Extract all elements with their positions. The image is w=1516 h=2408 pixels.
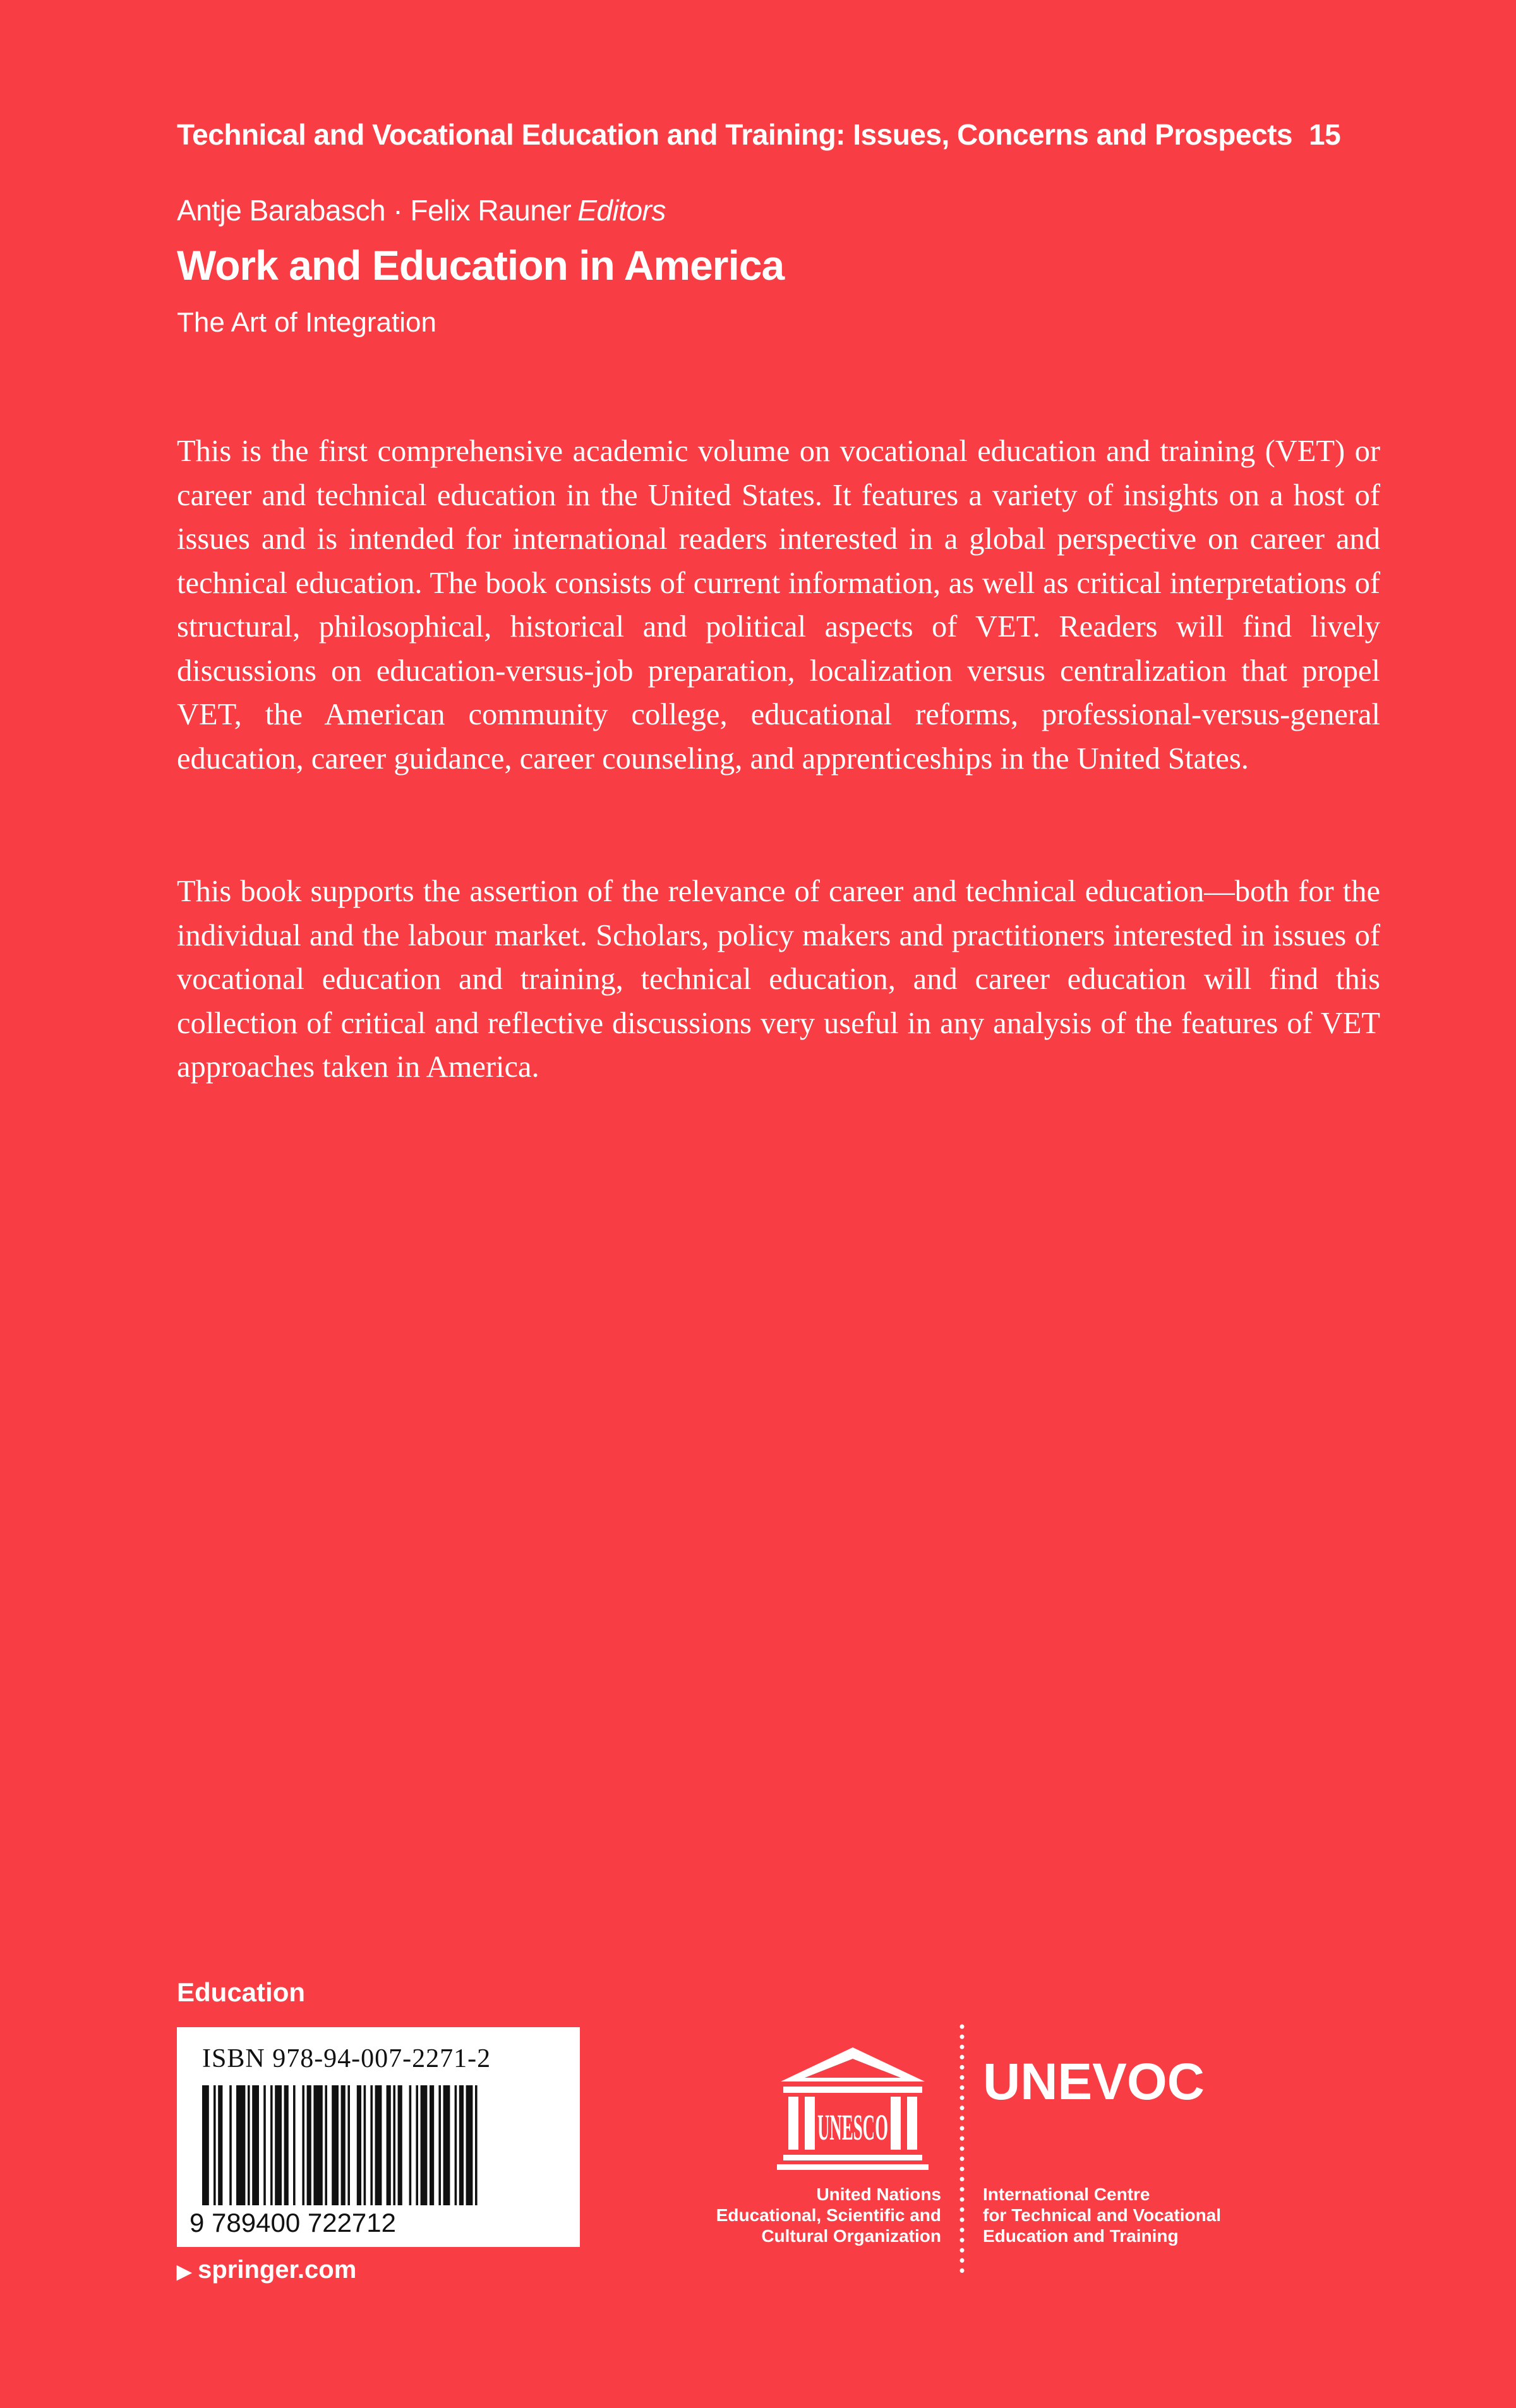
unesco-name <box>670 2184 941 2246</box>
barcode-bar <box>214 2085 216 2205</box>
isbn-barcode <box>177 2027 580 2247</box>
unesco-name-line: Cultural Organization <box>761 2226 941 2246</box>
barcode-bar <box>398 2085 402 2205</box>
barcode-bar <box>416 2085 418 2205</box>
barcode-bar <box>270 2085 273 2205</box>
barcode-bar <box>248 2085 250 2205</box>
barcode-bar <box>421 2085 428 2205</box>
unesco-name-line: United Nations <box>816 2184 941 2204</box>
barcode-bar <box>466 2085 473 2205</box>
book-title: Work and Education in America <box>177 242 785 289</box>
barcode-bar <box>325 2085 327 2205</box>
barcode-bar <box>393 2085 395 2205</box>
barcode-bar <box>307 2085 311 2205</box>
barcode-bars <box>202 2085 556 2205</box>
barcode-digits: 9 789400 722712 <box>190 2208 396 2237</box>
book-subtitle: The Art of Integration <box>177 307 436 338</box>
barcode-bar <box>347 2085 350 2205</box>
barcode-bar <box>387 2085 391 2205</box>
website-link[interactable]: springer.com <box>198 2256 357 2284</box>
series-name: Technical and Vocational Education and Training: Issues, Concerns and Prospects <box>177 118 1292 151</box>
barcode-bar <box>229 2085 232 2205</box>
barcode-bar <box>443 2085 450 2205</box>
barcode-bar <box>236 2085 245 2205</box>
barcode-bar <box>459 2085 464 2205</box>
barcode-bar <box>218 2085 222 2205</box>
unesco-logo-text: UNESCO <box>817 2107 888 2148</box>
series-title <box>177 117 1340 152</box>
unesco-temple-logo <box>777 2045 929 2174</box>
barcode-bar <box>430 2085 434 2205</box>
barcode-bar <box>275 2085 282 2205</box>
unevoc-description-line: International Centre <box>983 2184 1150 2204</box>
arrow-right-icon: ▶ <box>177 2261 192 2282</box>
barcode-bar <box>284 2085 289 2205</box>
subject-category: Education <box>177 1977 306 2007</box>
barcode-bar <box>293 2085 296 2205</box>
blurb-paragraph-1: This is the first comprehensive academic volume on vocational education and training (VET) or career and technical education in the United States. It features a variety of insights on a host of issues and is intended for international readers interested in a global perspective on career and technical education. The book consists of current information, as well as critical interpretations of structural, philosophical, historical and political aspects of VET. Readers will find lively discussions on education-versus-job preparation, localization versus centralization that propel VET, the American community college, educational reforms, professional-versus-general education, career guidance, career counseling, and apprenticeships in the United States. <box>177 434 1380 776</box>
unevoc-wordmark: UNEVOC <box>983 2053 1205 2111</box>
editors-line <box>177 193 666 227</box>
unesco-name-line: Educational, Scientific and <box>716 2205 941 2225</box>
barcode-bar <box>364 2085 366 2205</box>
barcode-bar <box>263 2085 266 2205</box>
series-volume-number: 15 <box>1308 118 1341 151</box>
unevoc-description <box>983 2184 1311 2246</box>
barcode-bar <box>252 2085 259 2205</box>
barcode-bar <box>409 2085 412 2205</box>
barcode-bar <box>357 2085 361 2205</box>
barcode-bar <box>332 2085 339 2205</box>
barcode-bar <box>455 2085 457 2205</box>
publisher-website[interactable] <box>177 2256 356 2284</box>
barcode-bar <box>341 2085 346 2205</box>
barcode-bar <box>302 2085 304 2205</box>
editor-names: Antje Barabasch · Felix Rauner <box>177 194 572 227</box>
editors-role: Editors <box>577 194 666 227</box>
unevoc-description-line: for Technical and Vocational <box>983 2205 1222 2225</box>
barcode-bar <box>370 2085 373 2205</box>
barcode-bar <box>438 2085 441 2205</box>
barcode-bar <box>313 2085 322 2205</box>
barcode-bar <box>202 2085 209 2205</box>
barcode-bar <box>475 2085 478 2205</box>
isbn-number: ISBN 978-94-007-2271-2 <box>202 2044 491 2073</box>
barcode-bar <box>375 2085 382 2205</box>
dotted-divider <box>960 2024 965 2280</box>
blurb-paragraph-2: This book supports the assertion of the relevance of career and technical education—both for the individual and the labour market. Scholars, policy makers and practitioners interested in issues of vocational education and training, technical education, and career education will find this collection of critical and reflective discussions very useful in any analysis of the features of VET approaches taken in America. <box>177 875 1380 1084</box>
unevoc-description-line: Education and Training <box>983 2226 1179 2246</box>
